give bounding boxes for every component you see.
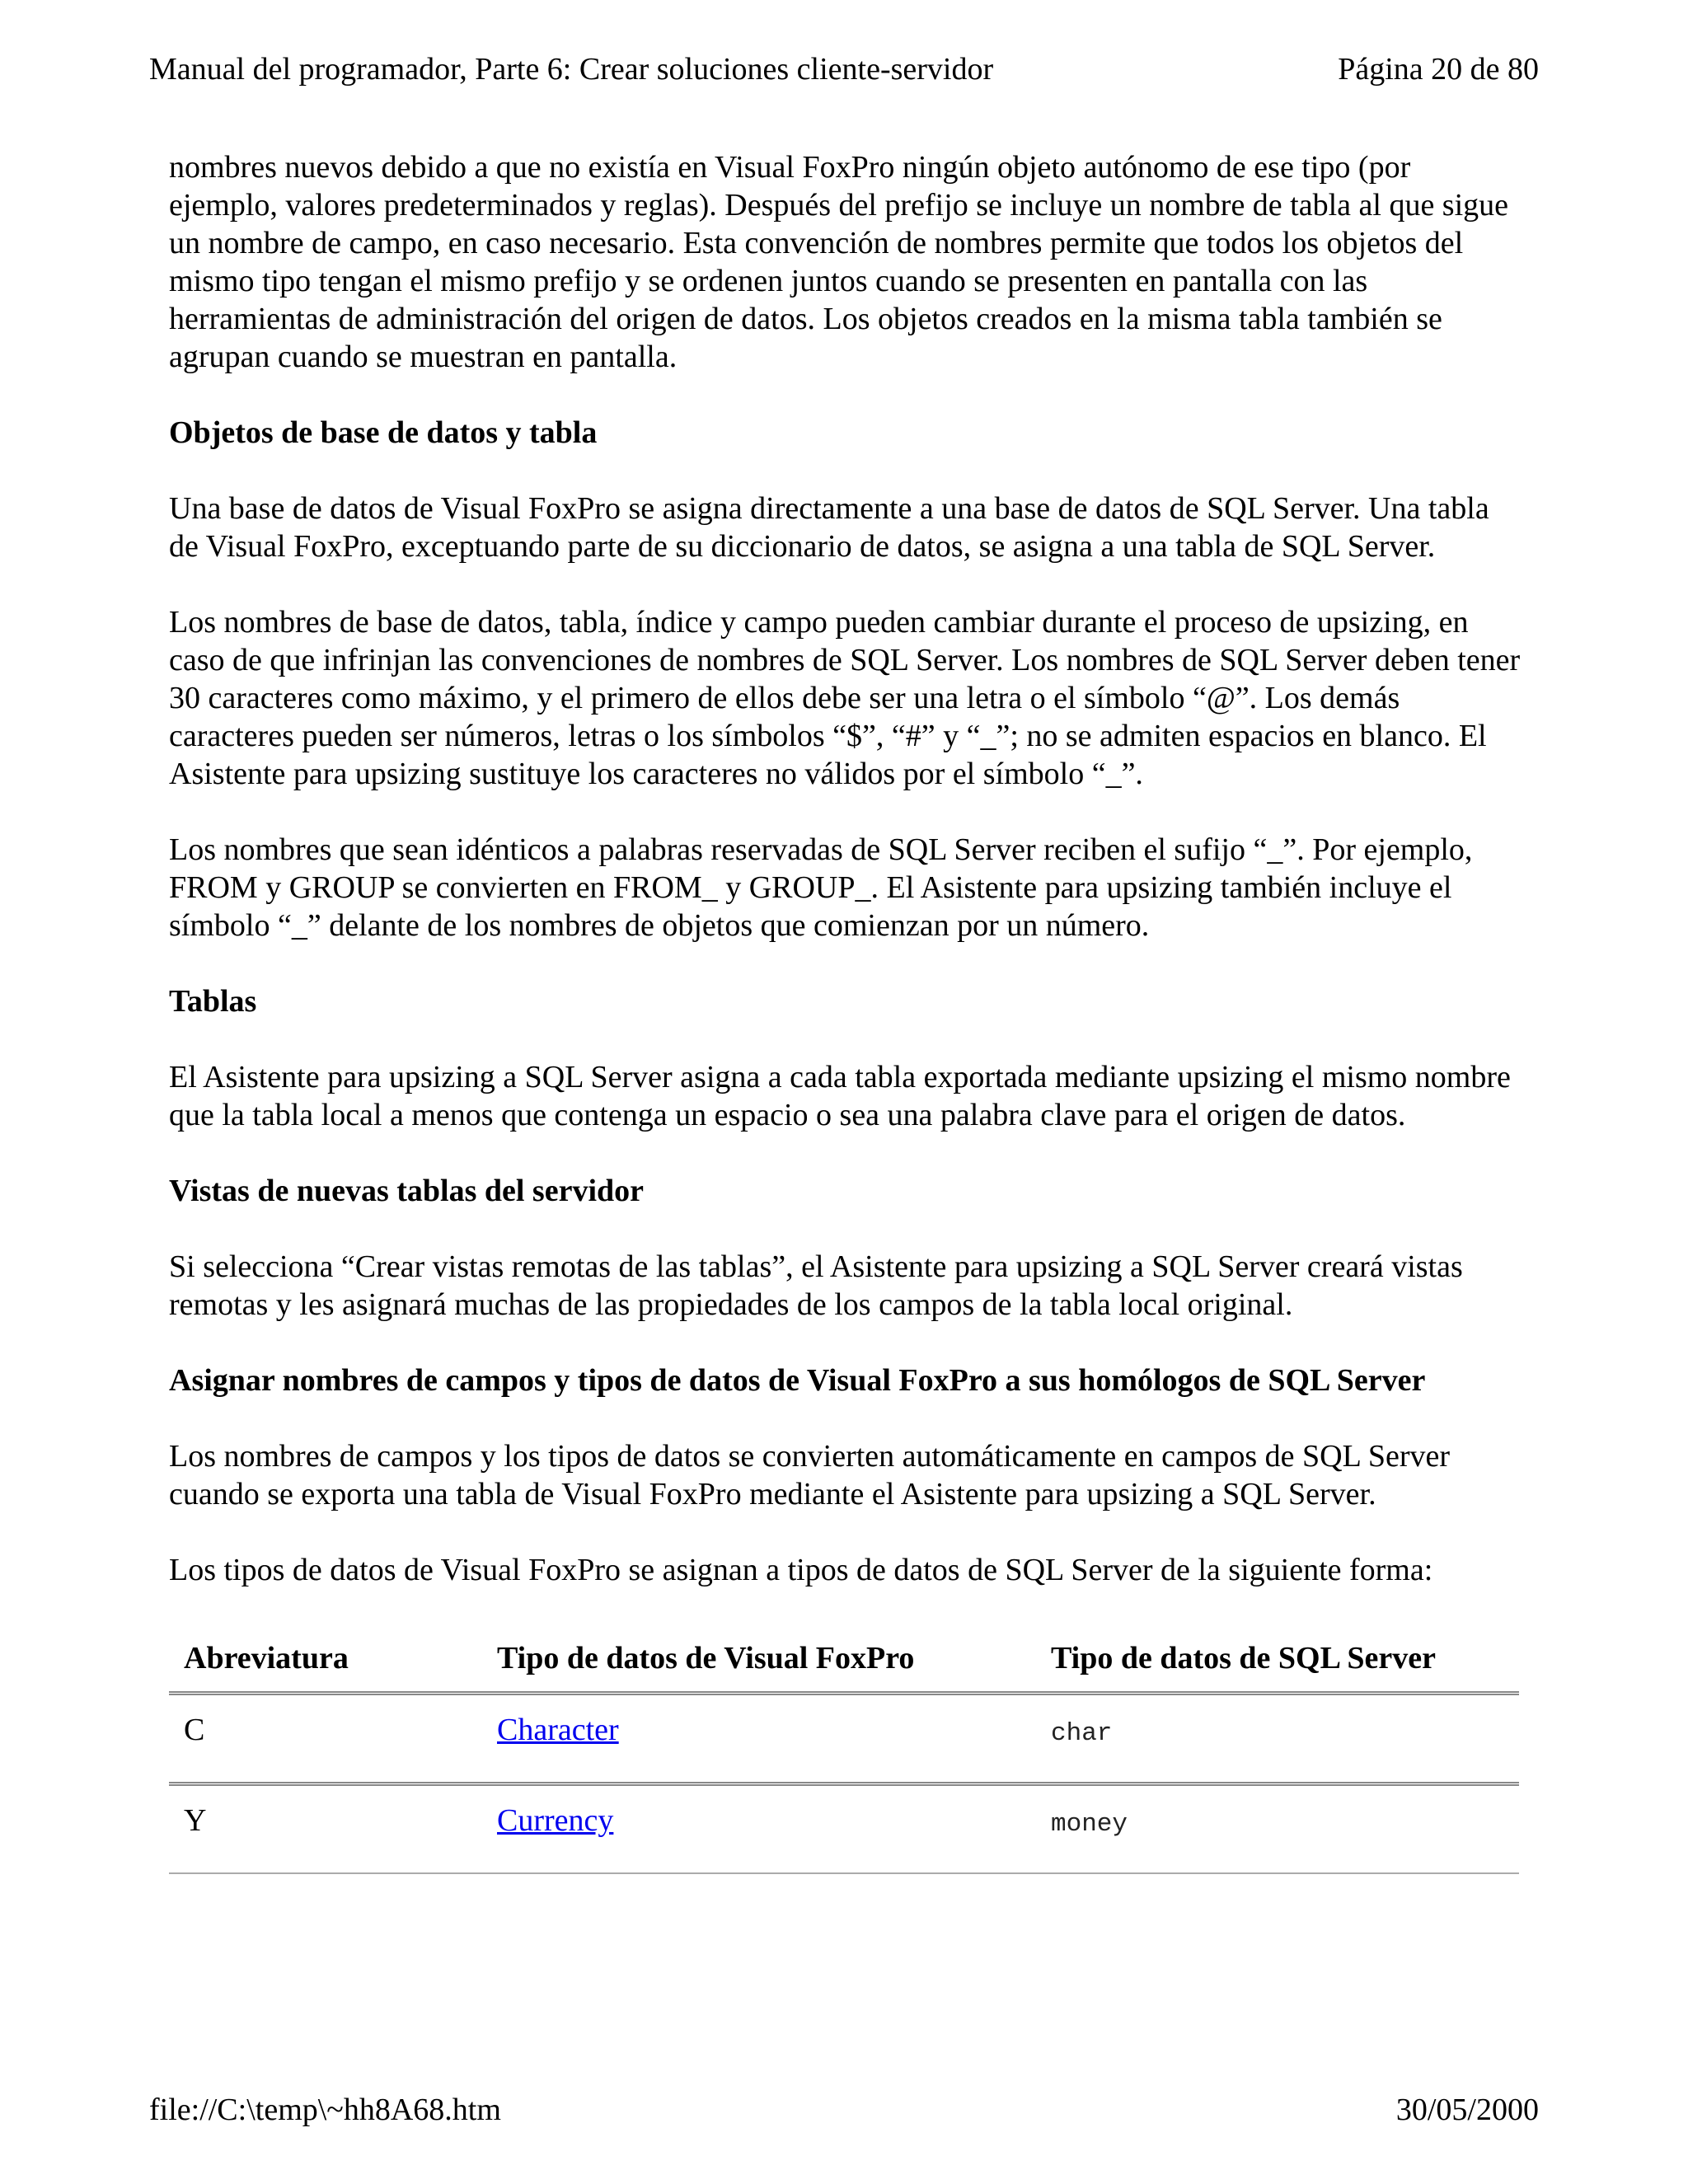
document-body bbox=[169, 148, 1521, 1874]
abbreviation-cell: Y bbox=[169, 1784, 482, 1874]
data-types-table bbox=[169, 1629, 1519, 1874]
page-number: Página 20 de 80 bbox=[1338, 52, 1539, 87]
sql-type-value: char bbox=[1051, 1719, 1113, 1748]
column-header-abbreviation: Abreviatura bbox=[169, 1629, 482, 1694]
sql-type-cell bbox=[1036, 1784, 1519, 1874]
paragraph: El Asistente para upsizing a SQL Server asigna a cada tabla exportada mediante upsizing el mismo nombre que la tabla local a menos que contenga un espacio o sea una palabra clave para el origen de datos. bbox=[169, 1060, 1511, 1132]
paragraph: Los nombres que sean idénticos a palabras reservadas de SQL Server reciben el sufijo “_”. Por ejemplo, FROM y GROUP se convierten en FROM_ y GROUP_. El Asistente para upsizing también incluye el símbolo “_” delante de los nombres de objetos que comienzan por un número. bbox=[169, 832, 1473, 943]
table-row bbox=[169, 1694, 1519, 1784]
paragraph: nombres nuevos debido a que no existía en Visual FoxPro ningún objeto autónomo de ese tipo (por ejemplo, valores predeterminados y reglas). Después del prefijo se incluye un nombre de tabla al que sigue un nombre de campo, en caso necesario. Esta convención de nombres permite que todos los objetos del mismo tipo tengan el mismo prefijo y se ordenen juntos cuando se presenten en pantalla con las herramientas de administración del origen de datos. Los objetos creados en la misma tabla también se agrupan cuando se muestran en pantalla. bbox=[169, 150, 1509, 374]
column-header-vfp-type: Tipo de datos de Visual FoxPro bbox=[482, 1629, 1036, 1694]
paragraph: Los nombres de campos y los tipos de datos se convierten automáticamente en campos de SQL Server cuando se exporta una tabla de Visual FoxPro mediante el Asistente para upsizing a SQL Server. bbox=[169, 1439, 1451, 1511]
section-heading: Objetos de base de datos y tabla bbox=[169, 415, 598, 450]
document-title: Manual del programador, Parte 6: Crear soluciones cliente-servidor bbox=[149, 52, 994, 87]
paragraph: Una base de datos de Visual FoxPro se asigna directamente a una base de datos de SQL Server. Una tabla de Visual FoxPro, exceptuando parte de su diccionario de datos, se asigna a una tabla de SQL Server. bbox=[169, 491, 1489, 564]
print-date: 30/05/2000 bbox=[1395, 2093, 1539, 2127]
column-header-sql-type: Tipo de datos de SQL Server bbox=[1036, 1629, 1519, 1694]
vfp-type-cell bbox=[482, 1784, 1036, 1874]
abbreviation-cell: C bbox=[169, 1694, 482, 1784]
file-path: file://C:\temp\~hh8A68.htm bbox=[149, 2093, 501, 2127]
section-heading: Asignar nombres de campos y tipos de datos de Visual FoxPro a sus homólogos de SQL Server bbox=[169, 1363, 1426, 1398]
table-header-row bbox=[169, 1629, 1519, 1694]
table-row bbox=[169, 1784, 1519, 1874]
sql-type-value: money bbox=[1051, 1810, 1128, 1839]
section-heading: Tablas bbox=[169, 984, 257, 1019]
paragraph: Si selecciona “Crear vistas remotas de las tablas”, el Asistente para upsizing a SQL Server creará vistas remotas y les asignará muchas de las propiedades de los campos de la tabla local original. bbox=[169, 1249, 1463, 1322]
page-header bbox=[149, 51, 1539, 87]
vfp-type-cell bbox=[482, 1694, 1036, 1784]
paragraph: Los tipos de datos de Visual FoxPro se asignan a tipos de datos de SQL Server de la siguiente forma: bbox=[169, 1553, 1433, 1587]
page-footer bbox=[149, 2092, 1539, 2128]
paragraph: Los nombres de base de datos, tabla, índice y campo pueden cambiar durante el proceso de upsizing, en caso de que infrinjan las convenciones de nombres de SQL Server. Los nombres de SQL Server deben tener 30 caracteres como máximo, y el primero de ellos debe ser una letra o el símbolo “@”. Los demás caracteres pueden ser números, letras o los símbolos “$”, “#” y “_”; no se admiten espacios en blanco. El Asistente para upsizing sustituye los caracteres no válidos por el símbolo “_”. bbox=[169, 605, 1521, 791]
character-link[interactable]: Character bbox=[497, 1713, 619, 1747]
section-heading: Vistas de nuevas tablas del servidor bbox=[169, 1174, 645, 1208]
currency-link[interactable]: Currency bbox=[497, 1803, 614, 1838]
sql-type-cell bbox=[1036, 1694, 1519, 1784]
